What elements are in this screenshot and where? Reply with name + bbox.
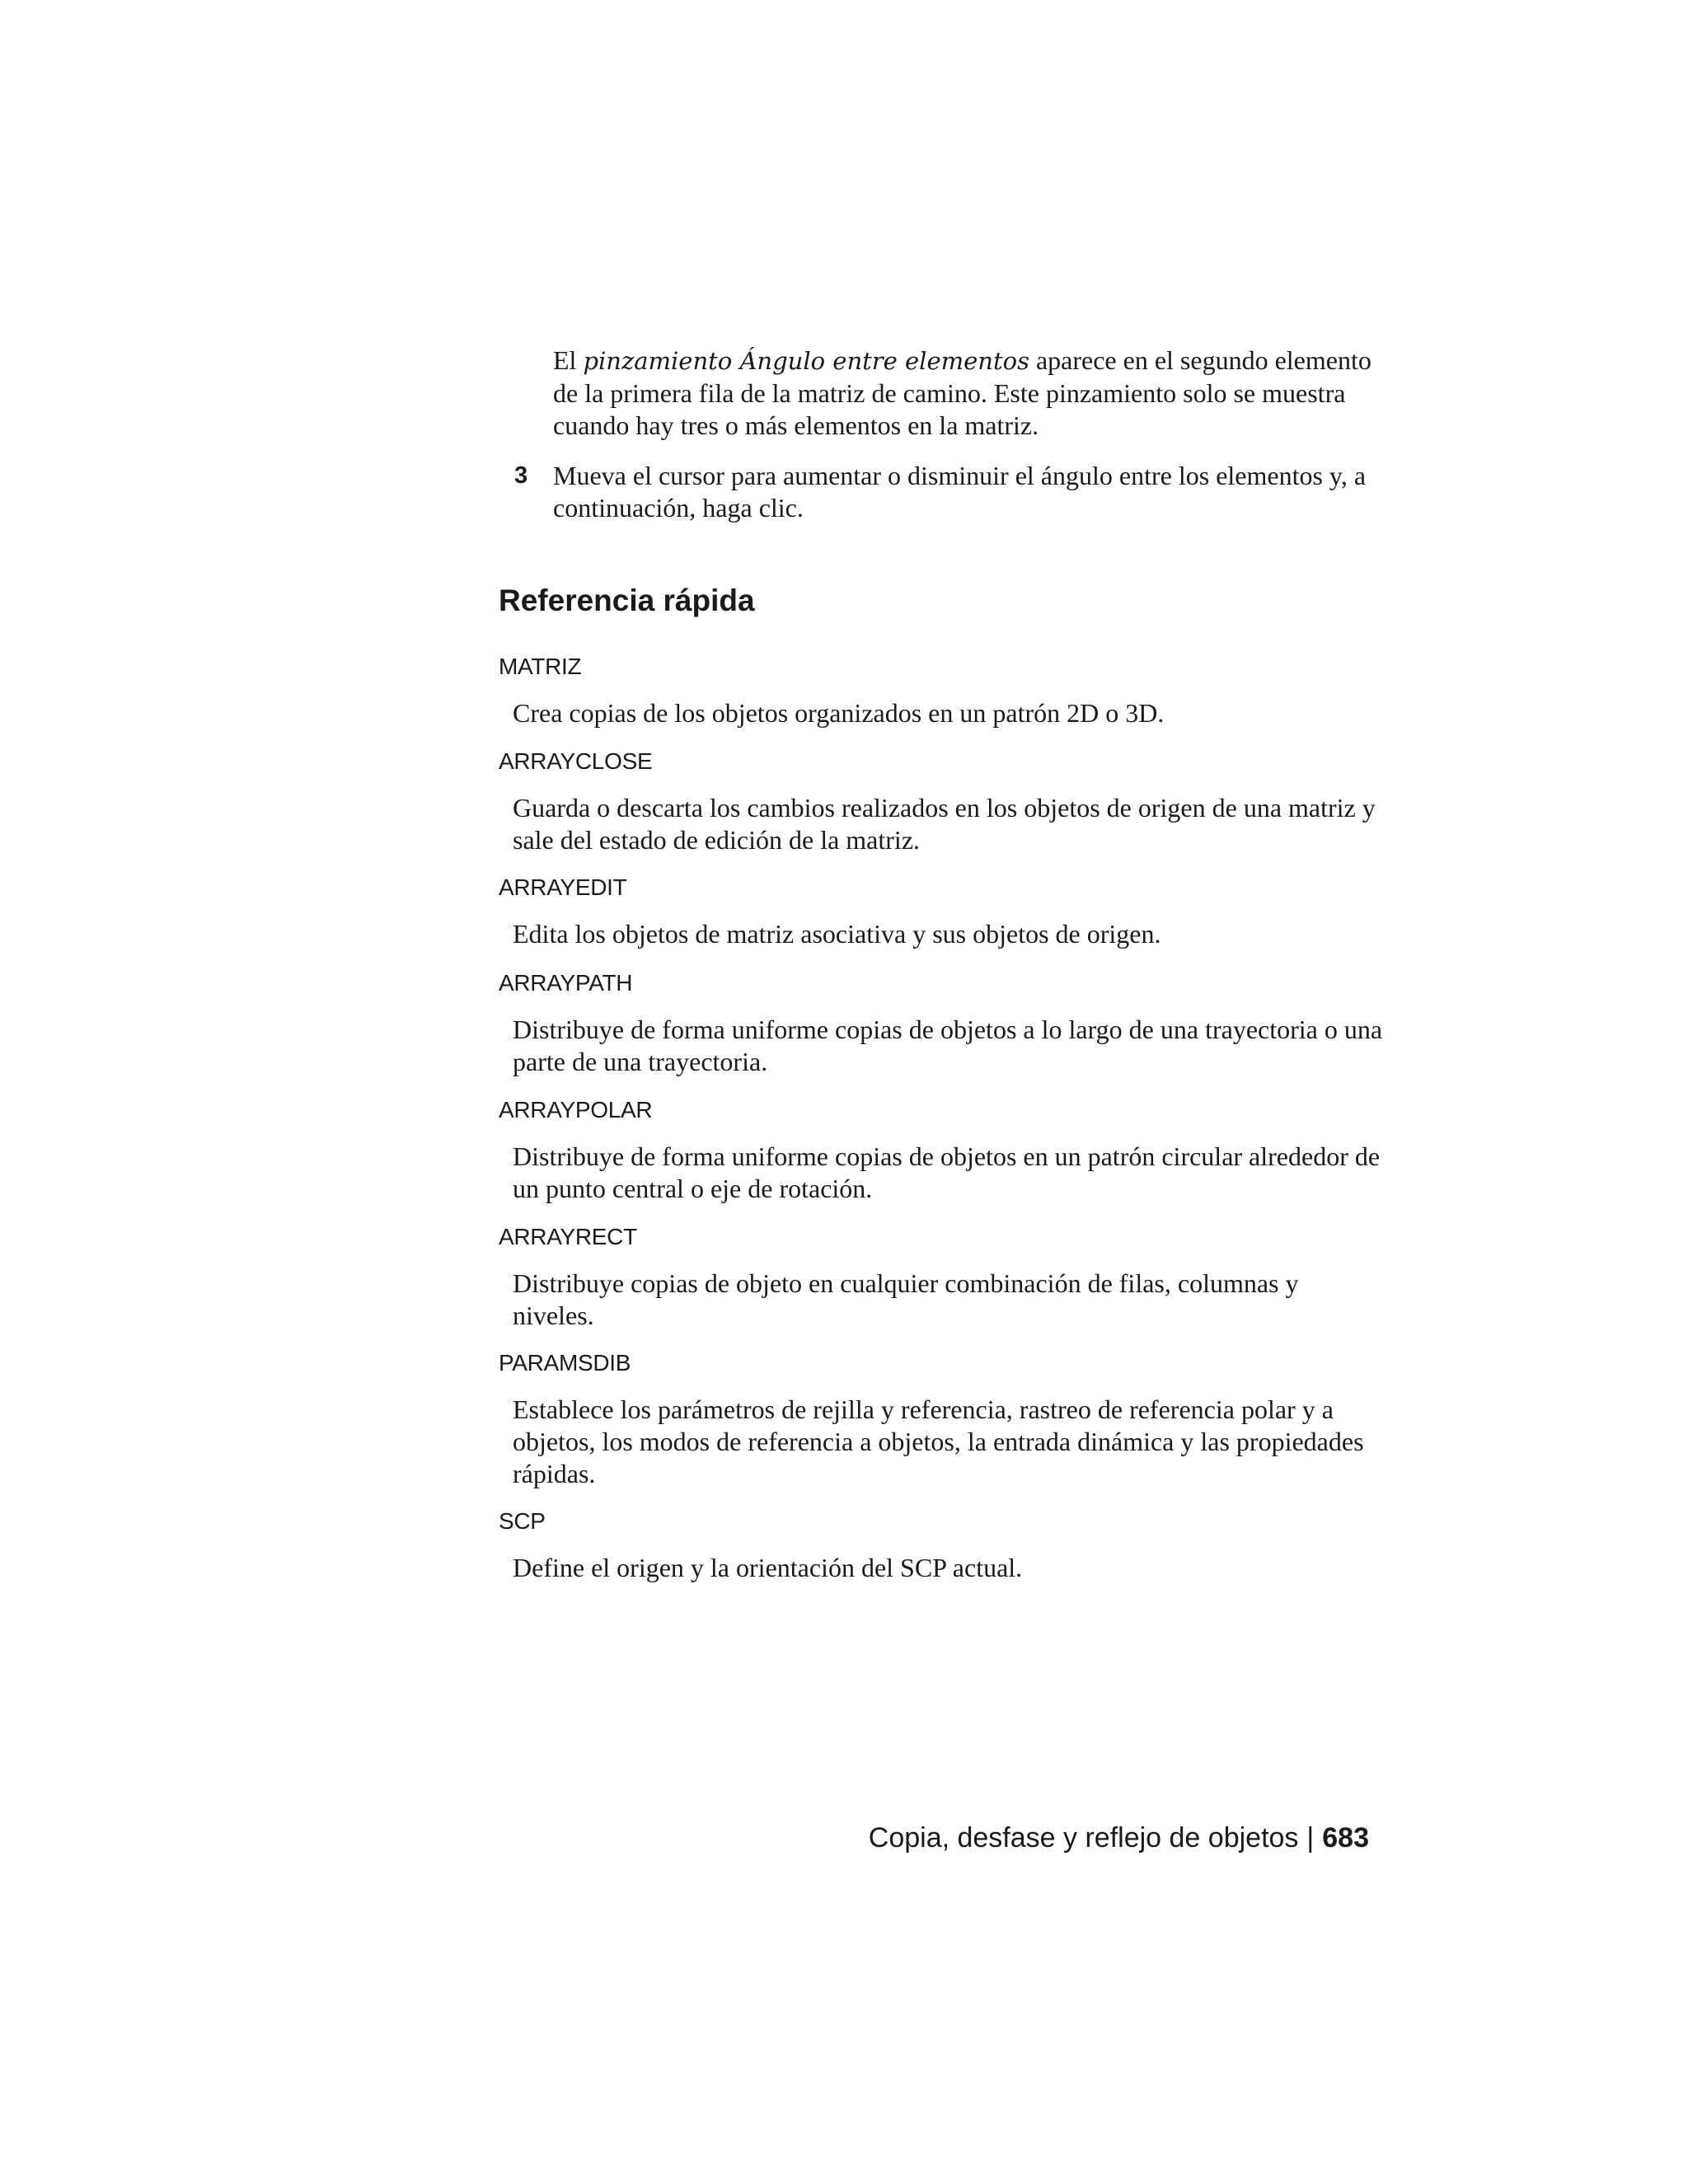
command-description: Crea copias de los objetos organizados en un patrón 2D o 3D.: [513, 698, 1165, 728]
footer-separator: |: [1306, 1822, 1315, 1854]
section-heading: Referencia rápida: [499, 583, 755, 617]
command-description: Edita los objetos de matriz asociativa y sus objetos de origen.: [513, 919, 1161, 949]
intro-paragraph: [553, 344, 1377, 442]
command-description: Distribuye de forma uniforme copias de objetos a lo largo de una trayectoria o una parte de una trayectoria.: [513, 1015, 1383, 1076]
command-entry: [499, 1096, 1405, 1205]
step-number: 3: [514, 462, 528, 489]
step-item: [514, 460, 1380, 524]
command-entry: [499, 1223, 1405, 1332]
command-entry: [499, 874, 1405, 950]
footer-chapter-title: Copia, desfase y reflejo de objetos: [868, 1822, 1299, 1854]
command-entry: [499, 653, 1405, 729]
command-description: Define el origen y la orientación del SCP actual.: [513, 1553, 1023, 1582]
page-number: 683: [1322, 1822, 1369, 1854]
command-name: SCP: [499, 1508, 546, 1534]
command-description: Guarda o descarta los cambios realizados en los objetos de origen de una matriz y sale del estado de edición de la matriz.: [513, 793, 1376, 855]
step-text: Mueva el cursor para aumentar o disminuir el ángulo entre los elementos y, a continuación, haga clic.: [553, 461, 1367, 523]
page-footer: [869, 1821, 1369, 1854]
command-description: Distribuye copias de objeto en cualquier combinación de filas, columnas y niveles.: [513, 1268, 1299, 1330]
intro-text-start: El: [553, 345, 584, 375]
command-name: ARRAYPATH: [499, 970, 633, 996]
command-description: Establece los parámetros de rejilla y referencia, rastreo de referencia polar y a objetos, los modos de referencia a objetos, la entrada dinámica y las propiedades rápidas.: [513, 1394, 1364, 1488]
command-name: PARAMSDIB: [499, 1350, 631, 1376]
command-entry: [499, 969, 1405, 1078]
command-entry: [499, 748, 1405, 856]
command-name: ARRAYCLOSE: [499, 748, 653, 774]
command-name: ARRAYPOLAR: [499, 1097, 653, 1122]
command-description: Distribuye de forma uniforme copias de objetos en un patrón circular alrededor de un punto central o eje de rotación.: [513, 1141, 1381, 1203]
command-entry: [499, 1507, 1405, 1584]
intro-italic-term: pinzamiento Ángulo entre elementos: [583, 347, 1029, 375]
intro-text-end: aparece en el segundo elemento de la primera fila de la matriz de camino. Este pinzamiento solo se muestra cuando hay tres o más elementos en la matriz.: [553, 345, 1372, 440]
command-name: ARRAYEDIT: [499, 874, 627, 900]
command-entry: [499, 1349, 1405, 1490]
command-name: MATRIZ: [499, 654, 582, 679]
command-name: ARRAYRECT: [499, 1224, 637, 1249]
